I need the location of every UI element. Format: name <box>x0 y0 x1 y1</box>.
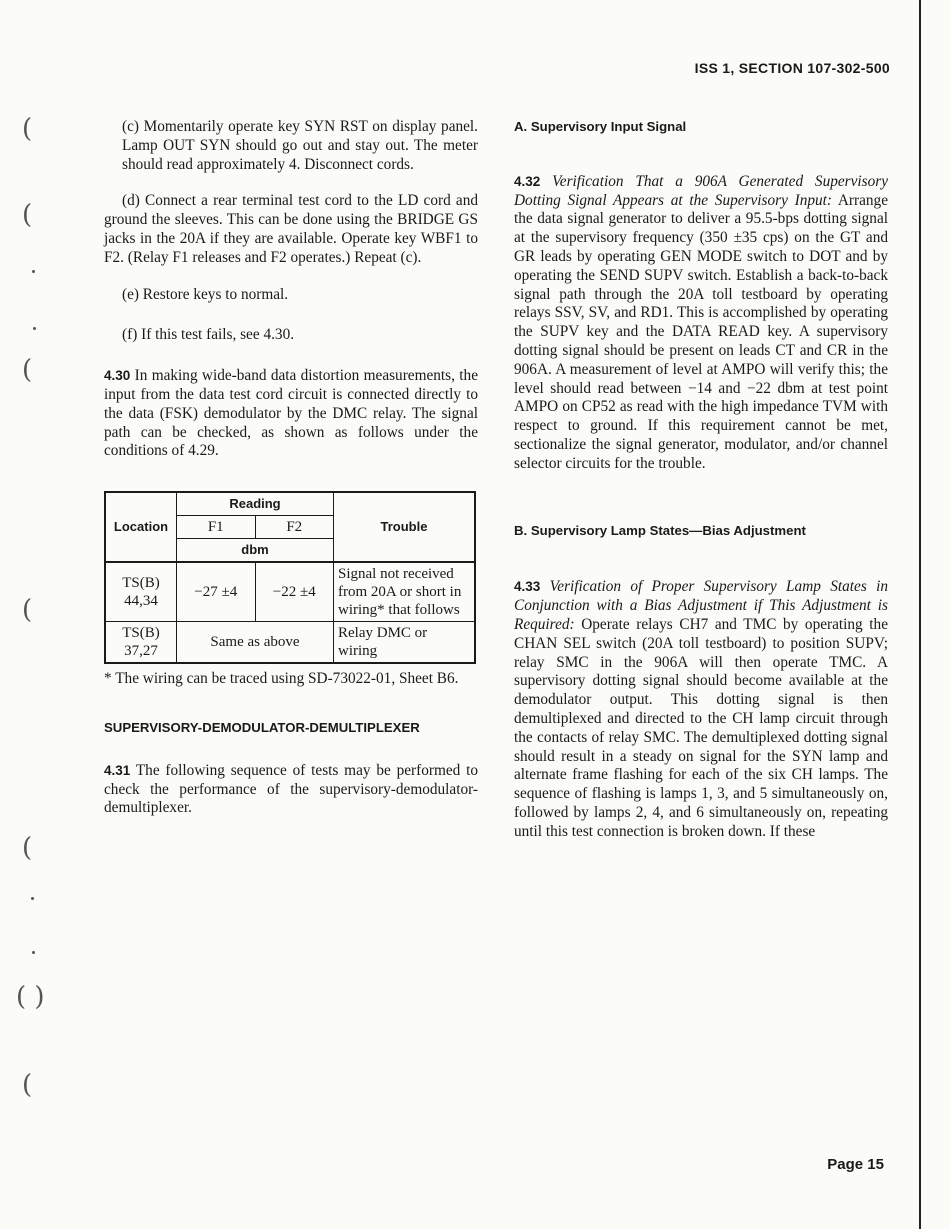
paragraph-number: 4.33 <box>514 579 541 595</box>
col-trouble-header: Trouble <box>334 492 476 562</box>
cell-trouble: Signal not received from 20A or short in wiring* that follows <box>334 562 476 622</box>
cell-trouble: Relay DMC or wiring <box>334 622 476 664</box>
cell-f1: −27 ±4 <box>177 562 256 622</box>
margin-mark: ( <box>22 355 33 385</box>
page-edge-rule <box>919 0 921 1229</box>
left-column <box>104 118 478 818</box>
col-location-header: Location <box>105 492 177 562</box>
margin-mark: ( <box>22 200 33 230</box>
unit-dbm: dbm <box>177 539 334 563</box>
margin-mark: ( <box>22 1070 33 1100</box>
margin-dot <box>32 270 35 273</box>
cell-location: TS(B) 44,34 <box>105 562 177 622</box>
table-row <box>105 622 475 664</box>
paragraph-text: Arrange the data signal generator to deliver a 95.5-bps dotting signal at the supervisory frequency (350 ±35 cps) on the GT and GR leads by operating GEN MODE switch to DOT and by operating the SEND SUPV switch. Establish a back-to-back signal path through the 20A toll testboard by operating relays SSV, SV, and RD1. This is accomplished by operating the SUPV key and the DATA READ key. A supervisory dotting signal should be present on leads CT and CR in the 906A. A measurement of level at AMPO will verify this; the level should read between −14 and −22 dbm at test point AMPO on CP52 as read with the high impedance TVM with respect to ground. If this requirement cannot be met, sectionalize the signal generator, modulator, and/or channel selector circuits for the trouble. <box>514 191 888 472</box>
page-number: Page 15 <box>827 1156 884 1173</box>
paragraph-4-30 <box>104 367 478 461</box>
margin-dot <box>32 951 35 954</box>
margin-mark: ( <box>22 833 33 863</box>
paragraph-number: 4.31 <box>104 762 131 778</box>
margin-dot <box>31 897 34 900</box>
paragraph-title: Verification of Proper Supervisory Lamp States in Conjunction with a Bias Adjustment if This Adjustment is Required: <box>514 578 888 633</box>
col-f2-header: F2 <box>255 516 334 539</box>
paragraph-4-33 <box>514 578 888 841</box>
margin-mark: ( <box>22 114 33 144</box>
col-f1-header: F1 <box>177 516 256 539</box>
paragraph-4-31 <box>104 762 478 818</box>
subheading-a: A. Supervisory Input Signal <box>514 119 687 134</box>
paragraph-number: 4.32 <box>514 173 541 189</box>
margin-mark: ( <box>22 595 33 625</box>
cell-reading: Same as above <box>177 622 334 664</box>
table-row <box>105 562 475 622</box>
paragraph-text: In making wide-band data distortion measurements, the input from the data test cord circuit is connected directly to the data (FSK) demodulator by the DMC relay. The signal path can be checked, as shown as follows under the conditions of 4.29. <box>104 367 478 460</box>
cell-location: TS(B) 37,27 <box>105 622 177 664</box>
step-f: (f) If this test fails, see 4.30. <box>122 326 295 344</box>
right-column <box>514 118 888 842</box>
step-c: (c) Momentarily operate key SYN RST on display panel. Lamp OUT SYN should go out and stay out. The meter should read approximately 4. Disconnect cords. <box>122 118 478 173</box>
paragraph-text: The following sequence of tests may be performed to check the performance of the supervisory-demodulator-demultiplexer. <box>104 761 478 817</box>
subheading-b: B. Supervisory Lamp States—Bias Adjustment <box>514 522 806 538</box>
cell-f2: −22 ±4 <box>255 562 334 622</box>
test-table <box>104 491 476 664</box>
step-e: (e) Restore keys to normal. <box>122 285 289 303</box>
paragraph-4-32 <box>514 173 888 474</box>
margin-mark: ( ) <box>16 982 45 1012</box>
page-header: ISS 1, SECTION 107-302-500 <box>694 60 890 76</box>
step-d: (d) Connect a rear terminal test cord to the LD cord and ground the sleeves. This can be done using the BRIDGE GS jacks in the 20A if they are available. Operate key WBF1 to F2. (Relay F1 releases and F2 operates.) Repeat (c). <box>104 192 478 266</box>
section-heading: SUPERVISORY-DEMODULATOR-DEMULTIPLEXER <box>104 719 420 735</box>
paragraph-text: Operate relays CH7 and TMC by operating the CHAN SEL switch (20A toll testboard) to position SUPV; relay SMC in the 906A will then operate TMC. A supervisory dotting signal should become available at the demodulator output. This dotting signal is then demultiplexed and directed to the CH lamp circuit through the contacts of relay SMC. The demultiplexed dotting signal should result in a steady on signal for the SYN lamp and alternate frame flashing for each of the six CH lamps. The sequence of flashing is lamps 1, 3, and 5 simultaneously on, followed by lamps 2, 4, and 6 simultaneously on, repeating until this test connection is broken down. If these <box>514 615 888 840</box>
table-footnote: * The wiring can be traced using SD-73022-01, Sheet B6. <box>104 670 459 688</box>
col-reading-header: Reading <box>177 492 334 516</box>
paragraph-title: Verification That a 906A Generated Supervisory Dotting Signal Appears at the Supervisory Input: <box>514 172 888 209</box>
paragraph-number: 4.30 <box>104 368 131 384</box>
margin-dot <box>33 327 36 330</box>
